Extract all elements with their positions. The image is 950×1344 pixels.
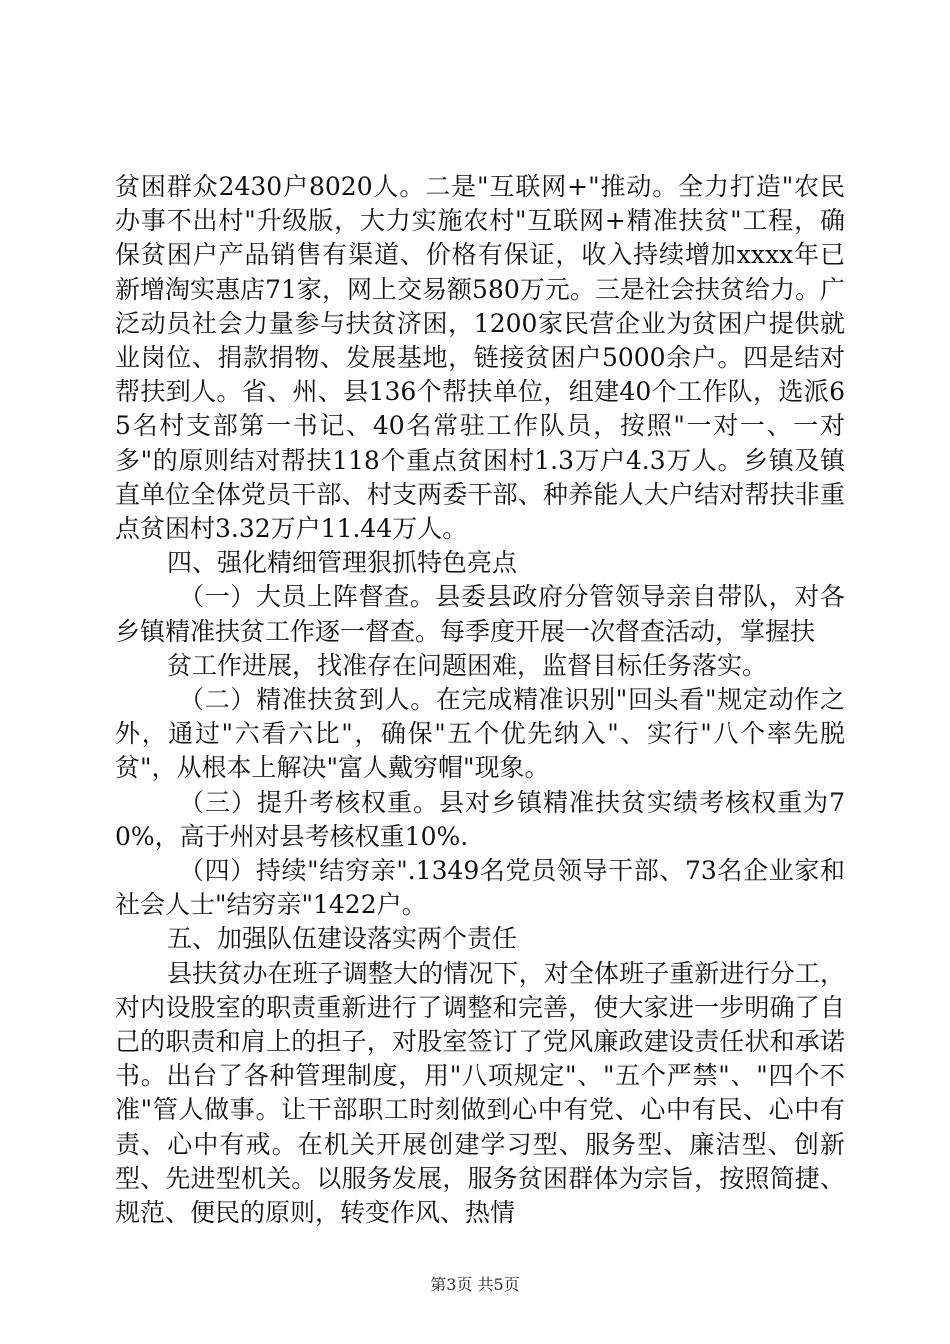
body-paragraph: （一）大员上阵督查。县委县政府分管领导亲自带队，对各乡镇精准扶贫工作逐一督查。每季度开展一次督查活动，掌握扶 bbox=[115, 582, 845, 646]
body-paragraph: 县扶贫办在班子调整大的情况下，对全体班子重新进行分工，对内设股室的职责重新进行了调整和完善，使大家进一步明确了自己的职责和肩上的担子，对股室签订了党风廉政建设责任状和承诺书。出台了各种管理制度，用"八项规定"、"五个严禁"、"四个不准"管人做事。让干部职工时刻做到心中有党、心中有民、心中有责、心中有戒。在机关开展创建学习型、服务型、廉洁型、创新型、先进型机关。以服务发展，服务贫困群体为宗旨，按照简捷、规范、便民的原则，转变作风、热情 bbox=[115, 958, 845, 1228]
page-number-footer: 第3页 共5页 bbox=[430, 1275, 520, 1294]
document-body bbox=[115, 170, 845, 1230]
body-paragraph: 贫工作进展，找准存在问题困难，监督目标任务落实。 bbox=[167, 650, 768, 680]
body-paragraph: 贫困群众2430户8020人。二是"互联网+"推动。全力打造"农民办事不出村"升级版，大力实施农村"互联网+精准扶贫"工程，确保贫困户产品销售有渠道、价格有保证，收入持续增加xxxx年已新增淘实惠店71家，网上交易额580万元。三是社会扶贫给力。广泛动员社会力量参与扶贫济困，1200家民营企业为贫困户提供就业岗位、捐款捐物、发展基地，链接贫困户5000余户。四是结对帮扶到人。省、州、县136个帮扶单位，组建40个工作队，选派65名村支部第一书记、40名常驻工作队员，按照"一对一、一对多"的原则结对帮扶118个重点贫困村1.3万户4.3万人。乡镇及镇直单位全体党员干部、村支两委干部、种养能人大户结对帮扶非重点贫困村3.32万户11.44万人。 bbox=[115, 172, 845, 544]
section-heading: 五、加强队伍建设落实两个责任 bbox=[167, 924, 518, 954]
section-heading: 四、强化精细管理狠抓特色亮点 bbox=[167, 548, 518, 578]
body-paragraph: （二）精准扶贫到人。在完成精准识别"回头看"规定动作之外，通过"六看六比"，确保"五个优先纳入"、实行"八个率先脱贫"，从根本上解决"富人戴穷帽"现象。 bbox=[115, 685, 845, 783]
body-paragraph: （三）提升考核权重。县对乡镇精准扶贫实绩考核权重为70%，高于州对县考核权重10%. bbox=[115, 787, 845, 851]
body-paragraph: （四）持续"结穷亲".1349名党员领导干部、73名企业家和社会人士"结穷亲"1422户。 bbox=[115, 856, 845, 920]
